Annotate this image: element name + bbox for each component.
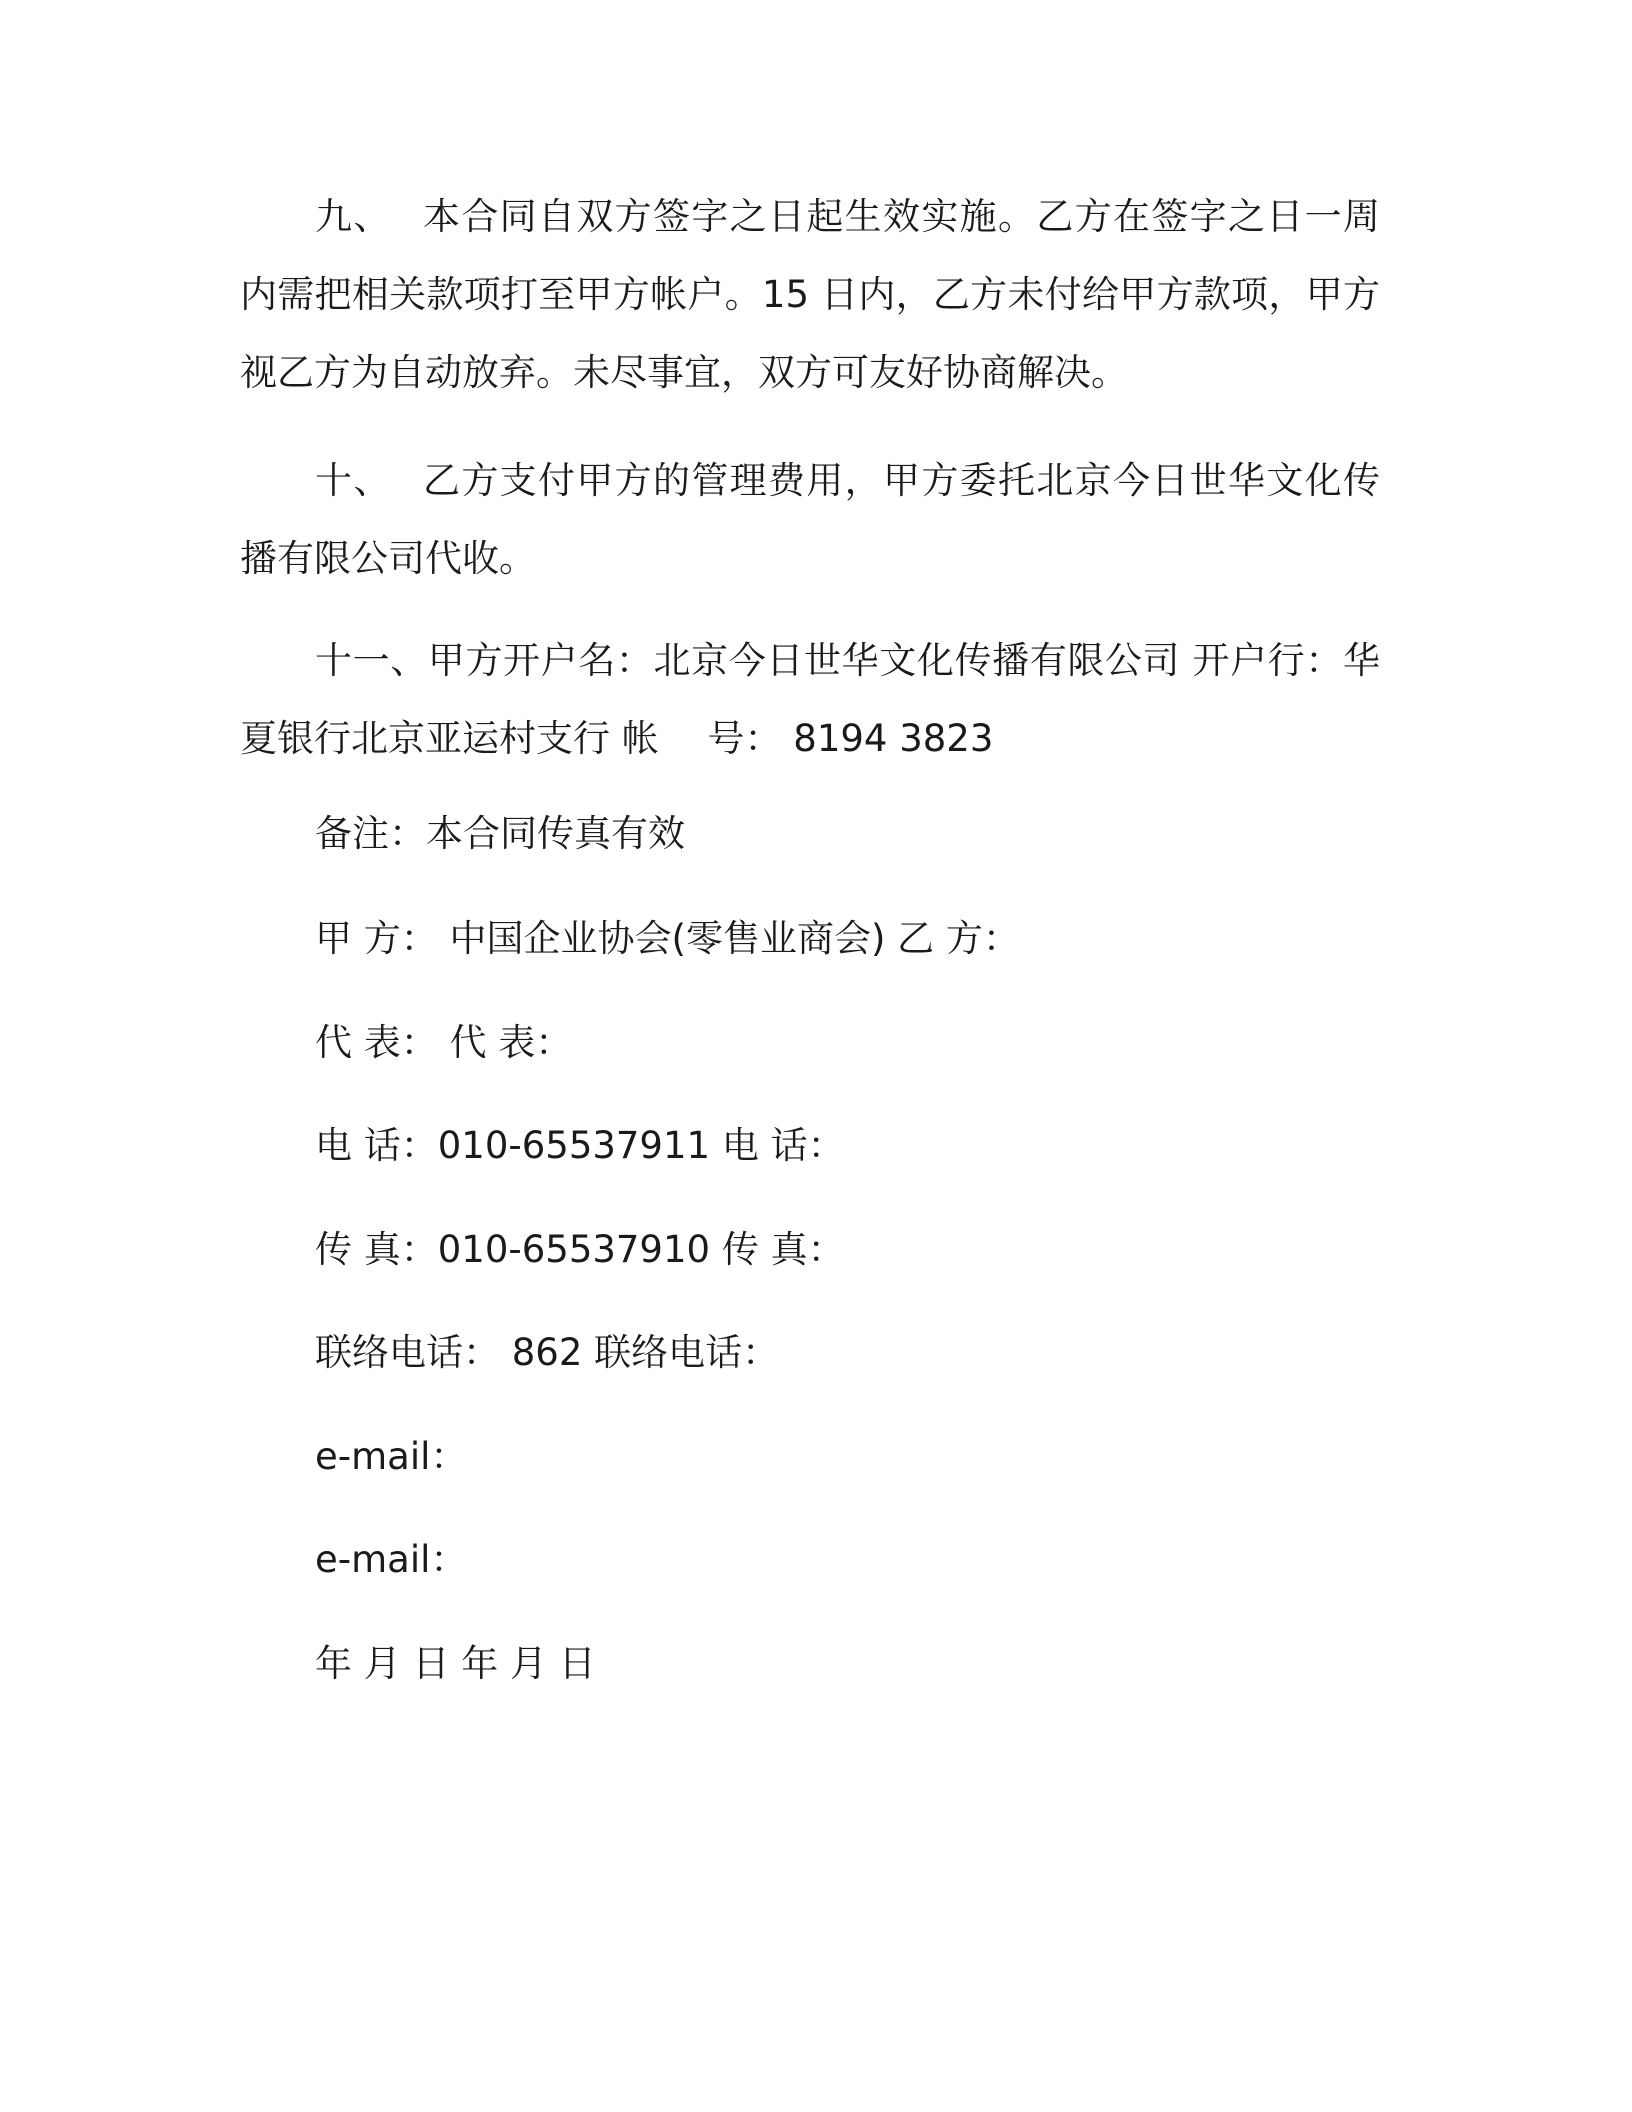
- clause-eleven: [240, 622, 1380, 778]
- clause-eleven-text: 甲方开户名：北京今日世华文化传播有限公司 开户行：华夏银行北京亚运村支行 帐 号： 8194 3823: [240, 639, 1381, 760]
- clause-ten: [240, 442, 1380, 598]
- note-line: 备注：本合同传真有效: [315, 812, 685, 855]
- phone-line: 电 话：010-65537911 电 话：: [315, 1124, 845, 1167]
- clause-nine-text: 本合同自双方签字之日起生效实施。乙方在签字之日一周内需把相关款项打至甲方帐户。15 日内，乙方未付给甲方款项，甲方视乙方为自动放弃。未尽事宜，双方可友好协商解决。: [240, 195, 1381, 394]
- clause-nine: [240, 178, 1380, 412]
- clause-ten-text: 乙方支付甲方的管理费用，甲方委托北京今日世华文化传播有限公司代收。: [240, 459, 1381, 580]
- clause-eleven-label: 十一、: [315, 639, 428, 682]
- fax-line: 传 真：010-65537910 传 真：: [315, 1228, 845, 1271]
- representative-line: 代 表： 代 表：: [315, 1021, 573, 1064]
- date-line: 年 月 日 年 月 日: [315, 1642, 596, 1685]
- clause-nine-label: 九、: [315, 195, 392, 238]
- clause-ten-label: 十、: [315, 459, 392, 502]
- parties-line: 甲 方： 中国企业协会(零售业商会) 乙 方：: [315, 917, 1020, 960]
- email-line-a: e-mail：: [315, 1435, 468, 1478]
- contact-phone-line: 联络电话： 862 联络电话：: [315, 1331, 780, 1374]
- email-line-b: e-mail：: [315, 1538, 468, 1581]
